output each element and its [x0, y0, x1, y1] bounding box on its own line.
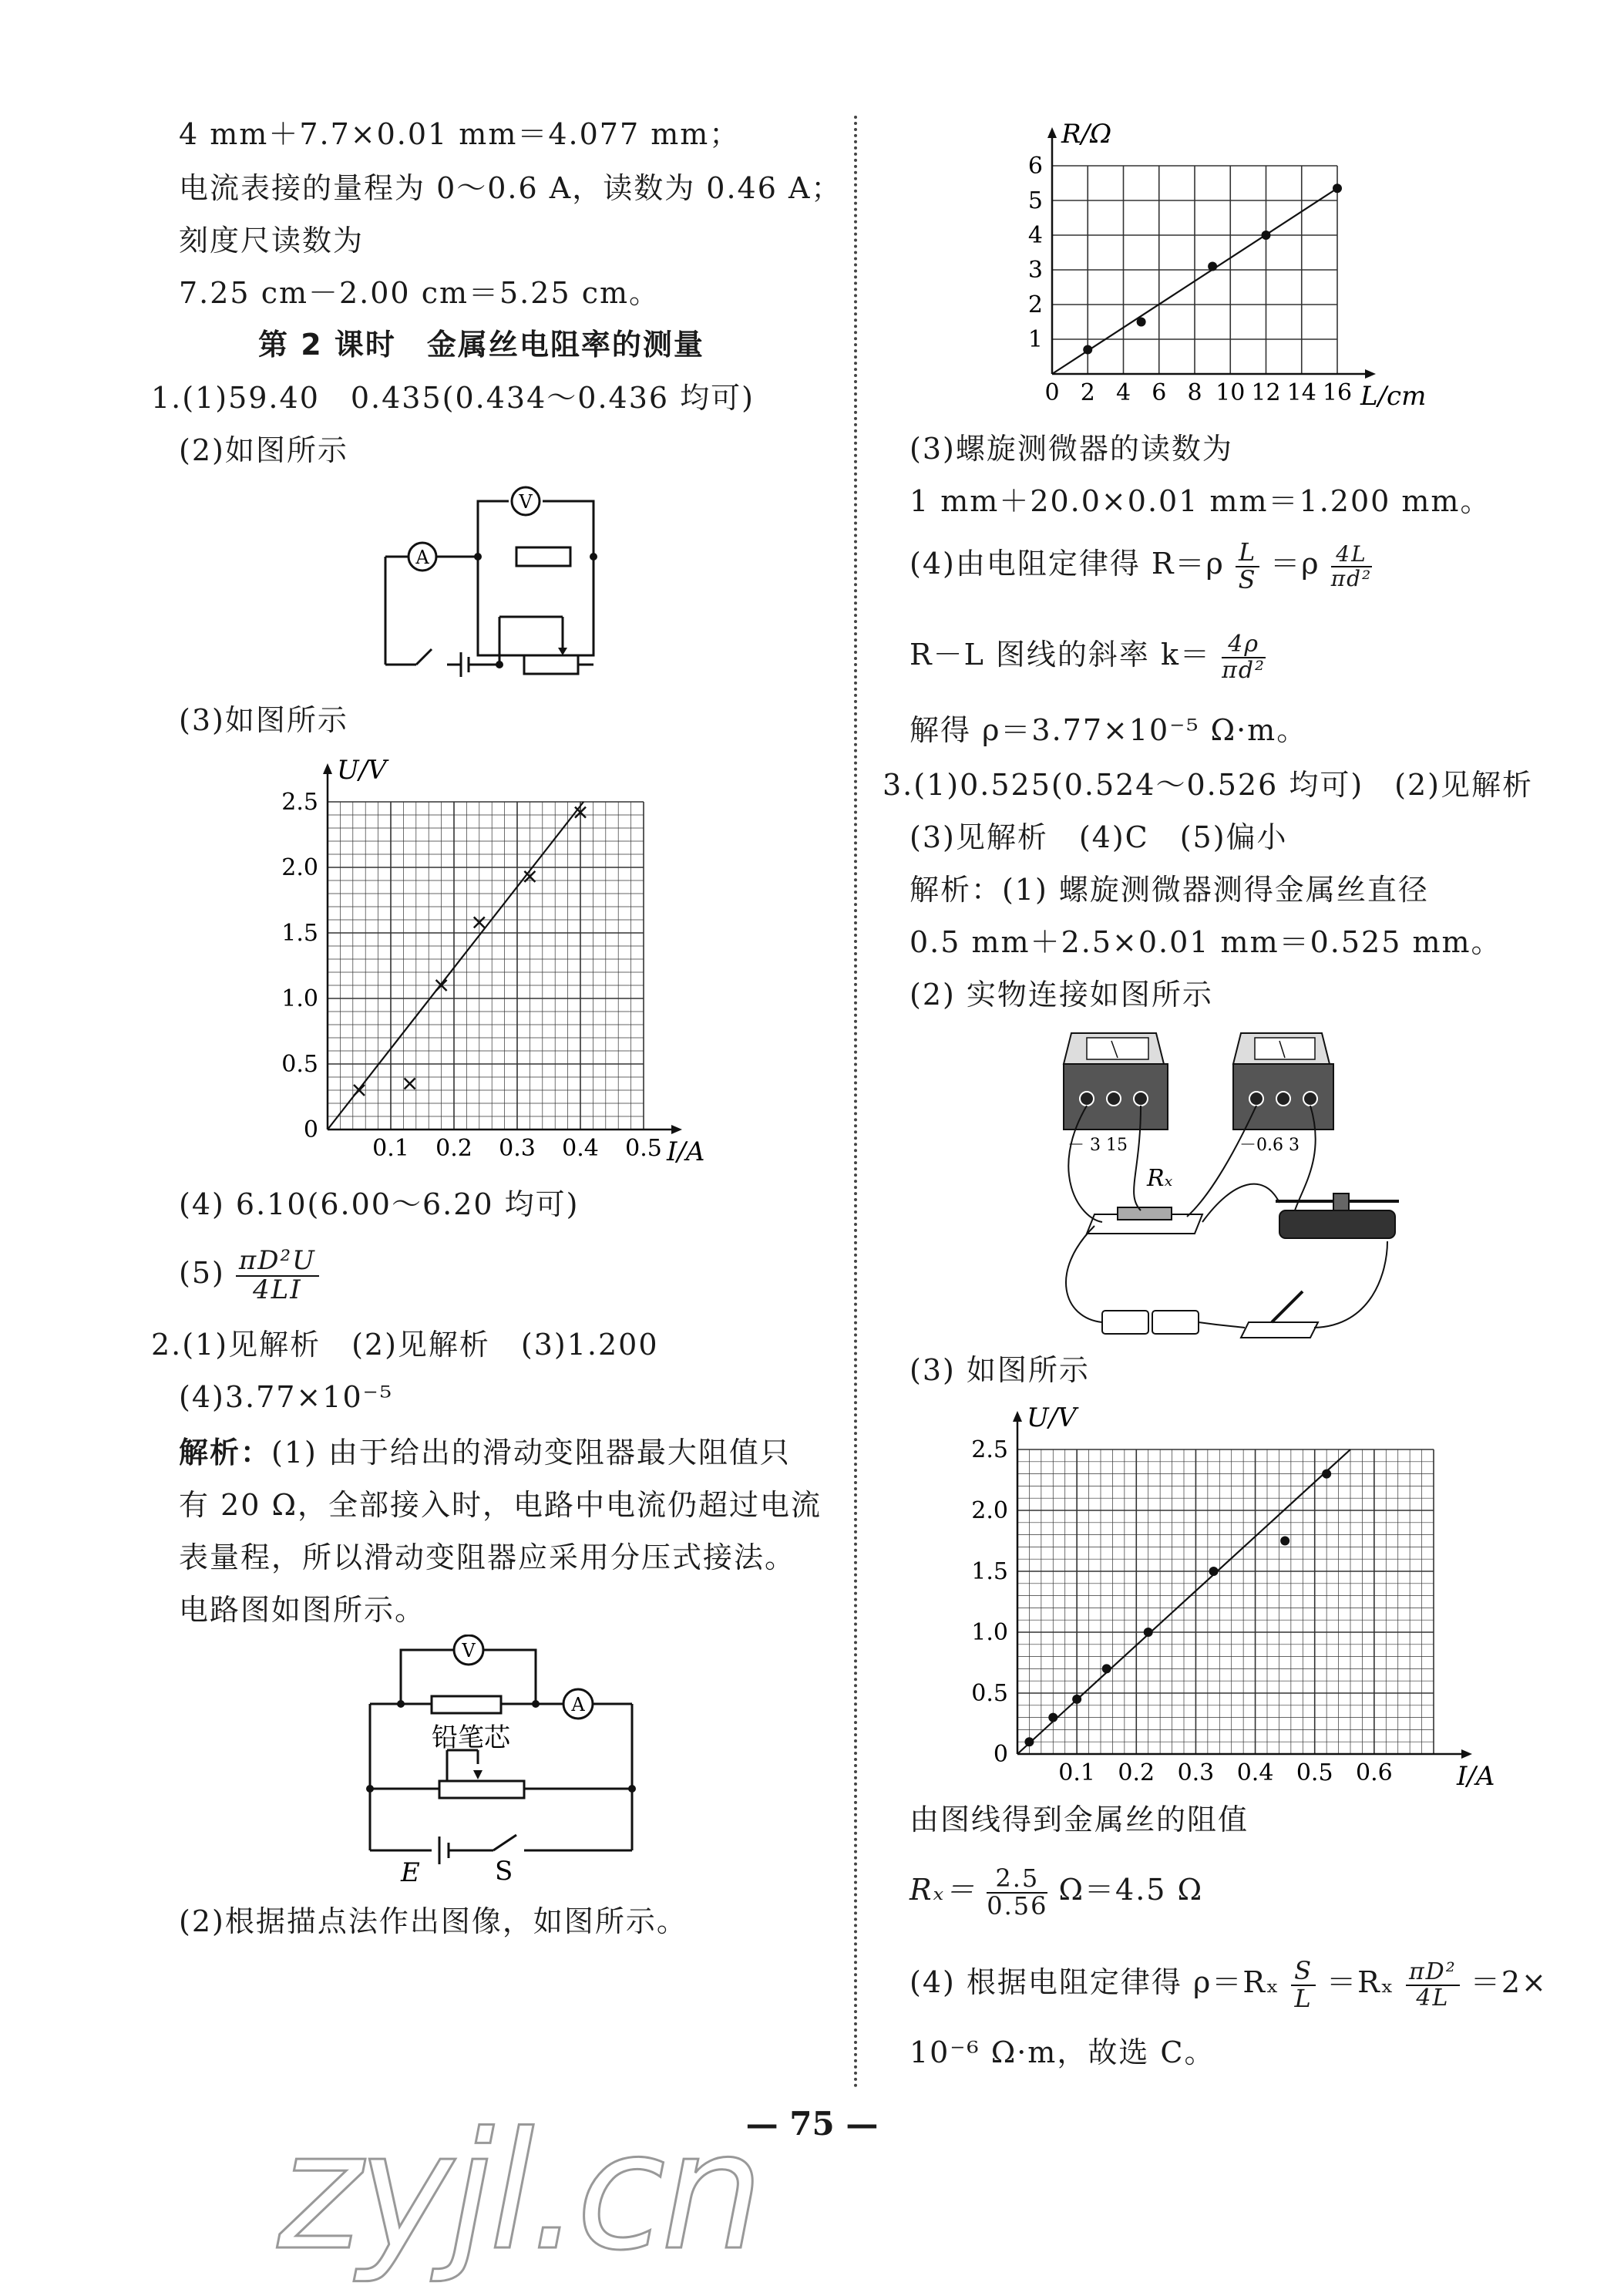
fraction-numerator: 4ρ	[1222, 632, 1266, 658]
analysis-label: 解析：	[179, 1436, 272, 1470]
watermark-logo: zyjl.cn	[277, 2097, 759, 2286]
formula-part: ＝Rₓ	[1326, 1965, 1395, 2000]
x-axis-label: I/A	[667, 1136, 705, 1167]
x-tick-label: 0.5	[1296, 1759, 1333, 1786]
y-tick-label: 2.5	[281, 789, 318, 816]
text-line: (2) 实物连接如图所示	[910, 978, 1213, 1012]
text-line: 解析：(1) 螺旋测微器测得金属丝直径	[910, 873, 1429, 907]
x-tick-label: 0.6	[1355, 1759, 1393, 1786]
y-axis-arrow	[1013, 1411, 1022, 1422]
fraction-numerator: πD²U	[236, 1247, 319, 1277]
text-line: 7.25 cm－2.00 cm＝5.25 cm。	[179, 276, 661, 310]
text-line: 2.(1)见解析 (2)见解析 (3)1.200	[151, 1328, 659, 1362]
y-axis-label: R/Ω	[1061, 119, 1112, 150]
x-tick-label: 0.4	[562, 1135, 599, 1162]
text-line: (3)如图所示	[179, 703, 348, 737]
text-line: 电流表接的量程为 0～0.6 A，读数为 0.46 A；	[179, 171, 842, 205]
meter-label: V	[519, 491, 533, 513]
ui-chart-q3	[952, 1396, 1538, 1804]
y-tick-label: 0.5	[281, 1051, 318, 1078]
fraction-numerator: πD²	[1406, 1960, 1460, 1986]
fraction-numerator: 2.5	[987, 1866, 1047, 1894]
text-line	[179, 1247, 319, 1304]
y-tick-label: 0.5	[971, 1680, 1008, 1707]
fraction-denominator: 4L	[1416, 1984, 1450, 2012]
data-point	[1048, 1713, 1057, 1722]
text-line	[910, 632, 1266, 682]
x-tick-label: 8	[1187, 379, 1202, 406]
y-axis-label: U/V	[337, 755, 387, 786]
x-tick-label: 6	[1152, 379, 1167, 406]
y-tick-label: 0	[303, 1116, 318, 1143]
text-line: 解得 ρ＝3.77×10⁻⁵ Ω·m。	[910, 713, 1308, 747]
text-line: 3.(1)0.525(0.524～0.526 均可) (2)见解析	[883, 768, 1533, 802]
y-tick-label: 2.5	[971, 1436, 1008, 1463]
switch-device	[1241, 1291, 1318, 1338]
data-point	[1322, 1470, 1331, 1479]
pencil-lead-label: 铅笔芯	[432, 1722, 510, 1753]
x-axis-arrow	[1365, 369, 1376, 379]
voltmeter-device	[1064, 1033, 1168, 1155]
switch-label: S	[495, 1856, 513, 1887]
x-tick-label: 16	[1322, 379, 1353, 406]
x-tick-label: 14	[1286, 379, 1316, 406]
fraction-denominator: 4LI	[253, 1274, 302, 1305]
text-line: 10⁻⁶ Ω·m，故选 C。	[910, 2035, 1215, 2069]
circuit-diagram-2	[355, 1635, 647, 1889]
text-line	[179, 1436, 791, 1471]
circuit-diagram-1	[370, 486, 624, 686]
text-line: 0.5 mm＋2.5×0.01 mm＝0.525 mm。	[910, 925, 1502, 959]
x-tick-label: 0	[1044, 379, 1060, 406]
text-line: 由图线得到金属丝的阻值	[910, 1803, 1249, 1837]
fraction-denominator: 0.56	[987, 1890, 1048, 1921]
text-line: (3)螺旋测微器的读数为	[910, 432, 1233, 466]
y-tick-label: 1.0	[281, 985, 318, 1012]
meter-scale: － 3 15	[1068, 1136, 1128, 1155]
x-tick-label: 0.1	[372, 1135, 409, 1162]
page-number: — 75 —	[745, 2105, 879, 2143]
data-point	[1102, 1664, 1111, 1673]
y-tick-label: 2.0	[281, 854, 318, 881]
rheostat-device	[1276, 1194, 1399, 1238]
label: (5)	[179, 1256, 225, 1291]
y-tick-label: 1.5	[971, 1558, 1008, 1585]
x-tick-label: 0.4	[1236, 1759, 1274, 1786]
text-line: 表量程，所以滑动变阻器应采用分压式接法。	[179, 1540, 796, 1574]
fraction-numerator: S	[1291, 1958, 1316, 1986]
y-tick-label: 1.0	[971, 1619, 1008, 1646]
x-tick-label: 0.3	[1177, 1759, 1215, 1786]
y-tick-label: 6	[1027, 153, 1043, 180]
formula-part: (4)由电阻定律得 R＝ρ	[910, 547, 1225, 581]
fraction-denominator: S	[1238, 564, 1257, 594]
formula-part: Rₓ＝	[910, 1873, 977, 1907]
ammeter-device	[1233, 1033, 1333, 1155]
text-line: (2)如图所示	[179, 433, 348, 467]
data-point	[1280, 1537, 1289, 1546]
x-axis-arrow	[1461, 1749, 1472, 1759]
x-tick-label: 10	[1215, 379, 1246, 406]
fit-line	[328, 802, 583, 1130]
data-point	[1137, 318, 1146, 327]
formula-part: ＝ρ	[1270, 547, 1320, 581]
meter-label: A	[571, 1694, 585, 1715]
x-tick-label: 4	[1115, 379, 1131, 406]
y-axis-arrow	[1047, 127, 1057, 138]
text-line	[910, 1958, 1548, 2012]
fraction-denominator: πd²	[1222, 656, 1266, 684]
data-point	[1072, 1695, 1081, 1704]
text-line: 电路图如图所示。	[179, 1593, 426, 1627]
x-tick-label: 0.2	[435, 1135, 472, 1162]
data-point	[1144, 1628, 1153, 1637]
rx-label: Rₓ	[1147, 1165, 1173, 1192]
text-line	[910, 1863, 1204, 1921]
fraction-denominator: L	[1294, 1983, 1313, 2013]
text-line: (3)见解析 (4)C (5)偏小	[910, 820, 1288, 854]
formula-part: Ω＝4.5 Ω	[1058, 1873, 1204, 1907]
text-line: 刻度尺读数为	[179, 224, 365, 258]
meter-label: V	[462, 1640, 476, 1661]
text-line: (3) 如图所示	[910, 1353, 1090, 1387]
formula-part: R－L 图线的斜率 k＝	[910, 638, 1212, 672]
data-point	[1333, 183, 1342, 193]
x-axis-arrow	[671, 1125, 682, 1134]
y-tick-label: 3	[1027, 257, 1043, 284]
x-tick-label: 0.1	[1058, 1759, 1096, 1786]
section-title: 第 2 课时 金属丝电阻率的测量	[258, 328, 704, 362]
data-point	[1209, 1567, 1219, 1576]
x-axis-label: I/A	[1457, 1761, 1495, 1792]
data-point	[405, 1079, 415, 1089]
fraction-numerator: L	[1236, 540, 1259, 567]
battery-label: E	[401, 1857, 420, 1888]
text-line: (2)根据描点法作出图像，如图所示。	[179, 1904, 688, 1938]
x-tick-label: 0.2	[1118, 1759, 1155, 1786]
y-tick-label: 2	[1027, 291, 1043, 318]
y-tick-label: 2.0	[971, 1497, 1008, 1524]
text-line: (4) 6.10(6.00～6.20 均可)	[179, 1187, 580, 1221]
y-tick-label: 1	[1027, 326, 1043, 353]
meter-scale: －0.6 3	[1239, 1136, 1300, 1155]
y-axis-arrow	[323, 763, 332, 774]
x-tick-label: 0.5	[625, 1135, 662, 1162]
formula-part: (4) 根据电阻定律得 ρ＝Rₓ	[910, 1965, 1281, 2000]
fraction-numerator: 4L	[1331, 543, 1373, 567]
column-divider	[854, 116, 857, 2089]
text-line: 1 mm＋20.0×0.01 mm＝1.200 mm。	[910, 484, 1491, 518]
x-tick-label: 2	[1080, 379, 1095, 406]
y-axis-label: U/V	[1027, 1402, 1077, 1433]
meter-label: A	[415, 547, 429, 568]
data-point	[1024, 1737, 1034, 1746]
data-point	[1083, 345, 1092, 355]
ui-chart-q1	[262, 740, 755, 1172]
x-axis-label: L/cm	[1360, 381, 1427, 412]
text-line	[910, 537, 1373, 594]
analysis-text: (1) 由于给出的滑动变阻器最大阻值只	[271, 1436, 791, 1470]
formula-part: ＝2×	[1470, 1965, 1548, 2000]
x-tick-label: 0.3	[499, 1135, 536, 1162]
text-line: (4)3.77×10⁻⁵	[179, 1380, 393, 1414]
x-tick-label: 12	[1251, 379, 1281, 406]
y-tick-label: 1.5	[281, 920, 318, 947]
data-point	[1208, 262, 1217, 271]
data-point	[1262, 231, 1271, 240]
y-tick-label: 0	[993, 1741, 1008, 1768]
text-line: 有 20 Ω，全部接入时，电路中电流仍超过电流	[179, 1488, 822, 1522]
text-line: 4 mm＋7.7×0.01 mm＝4.077 mm；	[179, 117, 741, 151]
text-line: 1.(1)59.40 0.435(0.434～0.436 均可)	[151, 381, 755, 415]
battery-pack	[1102, 1311, 1199, 1334]
rl-chart	[1006, 108, 1437, 424]
fraction-denominator: πd²	[1330, 565, 1373, 591]
physical-wiring-diagram	[1048, 1018, 1410, 1349]
y-tick-label: 5	[1027, 187, 1043, 214]
y-tick-label: 4	[1027, 222, 1043, 249]
